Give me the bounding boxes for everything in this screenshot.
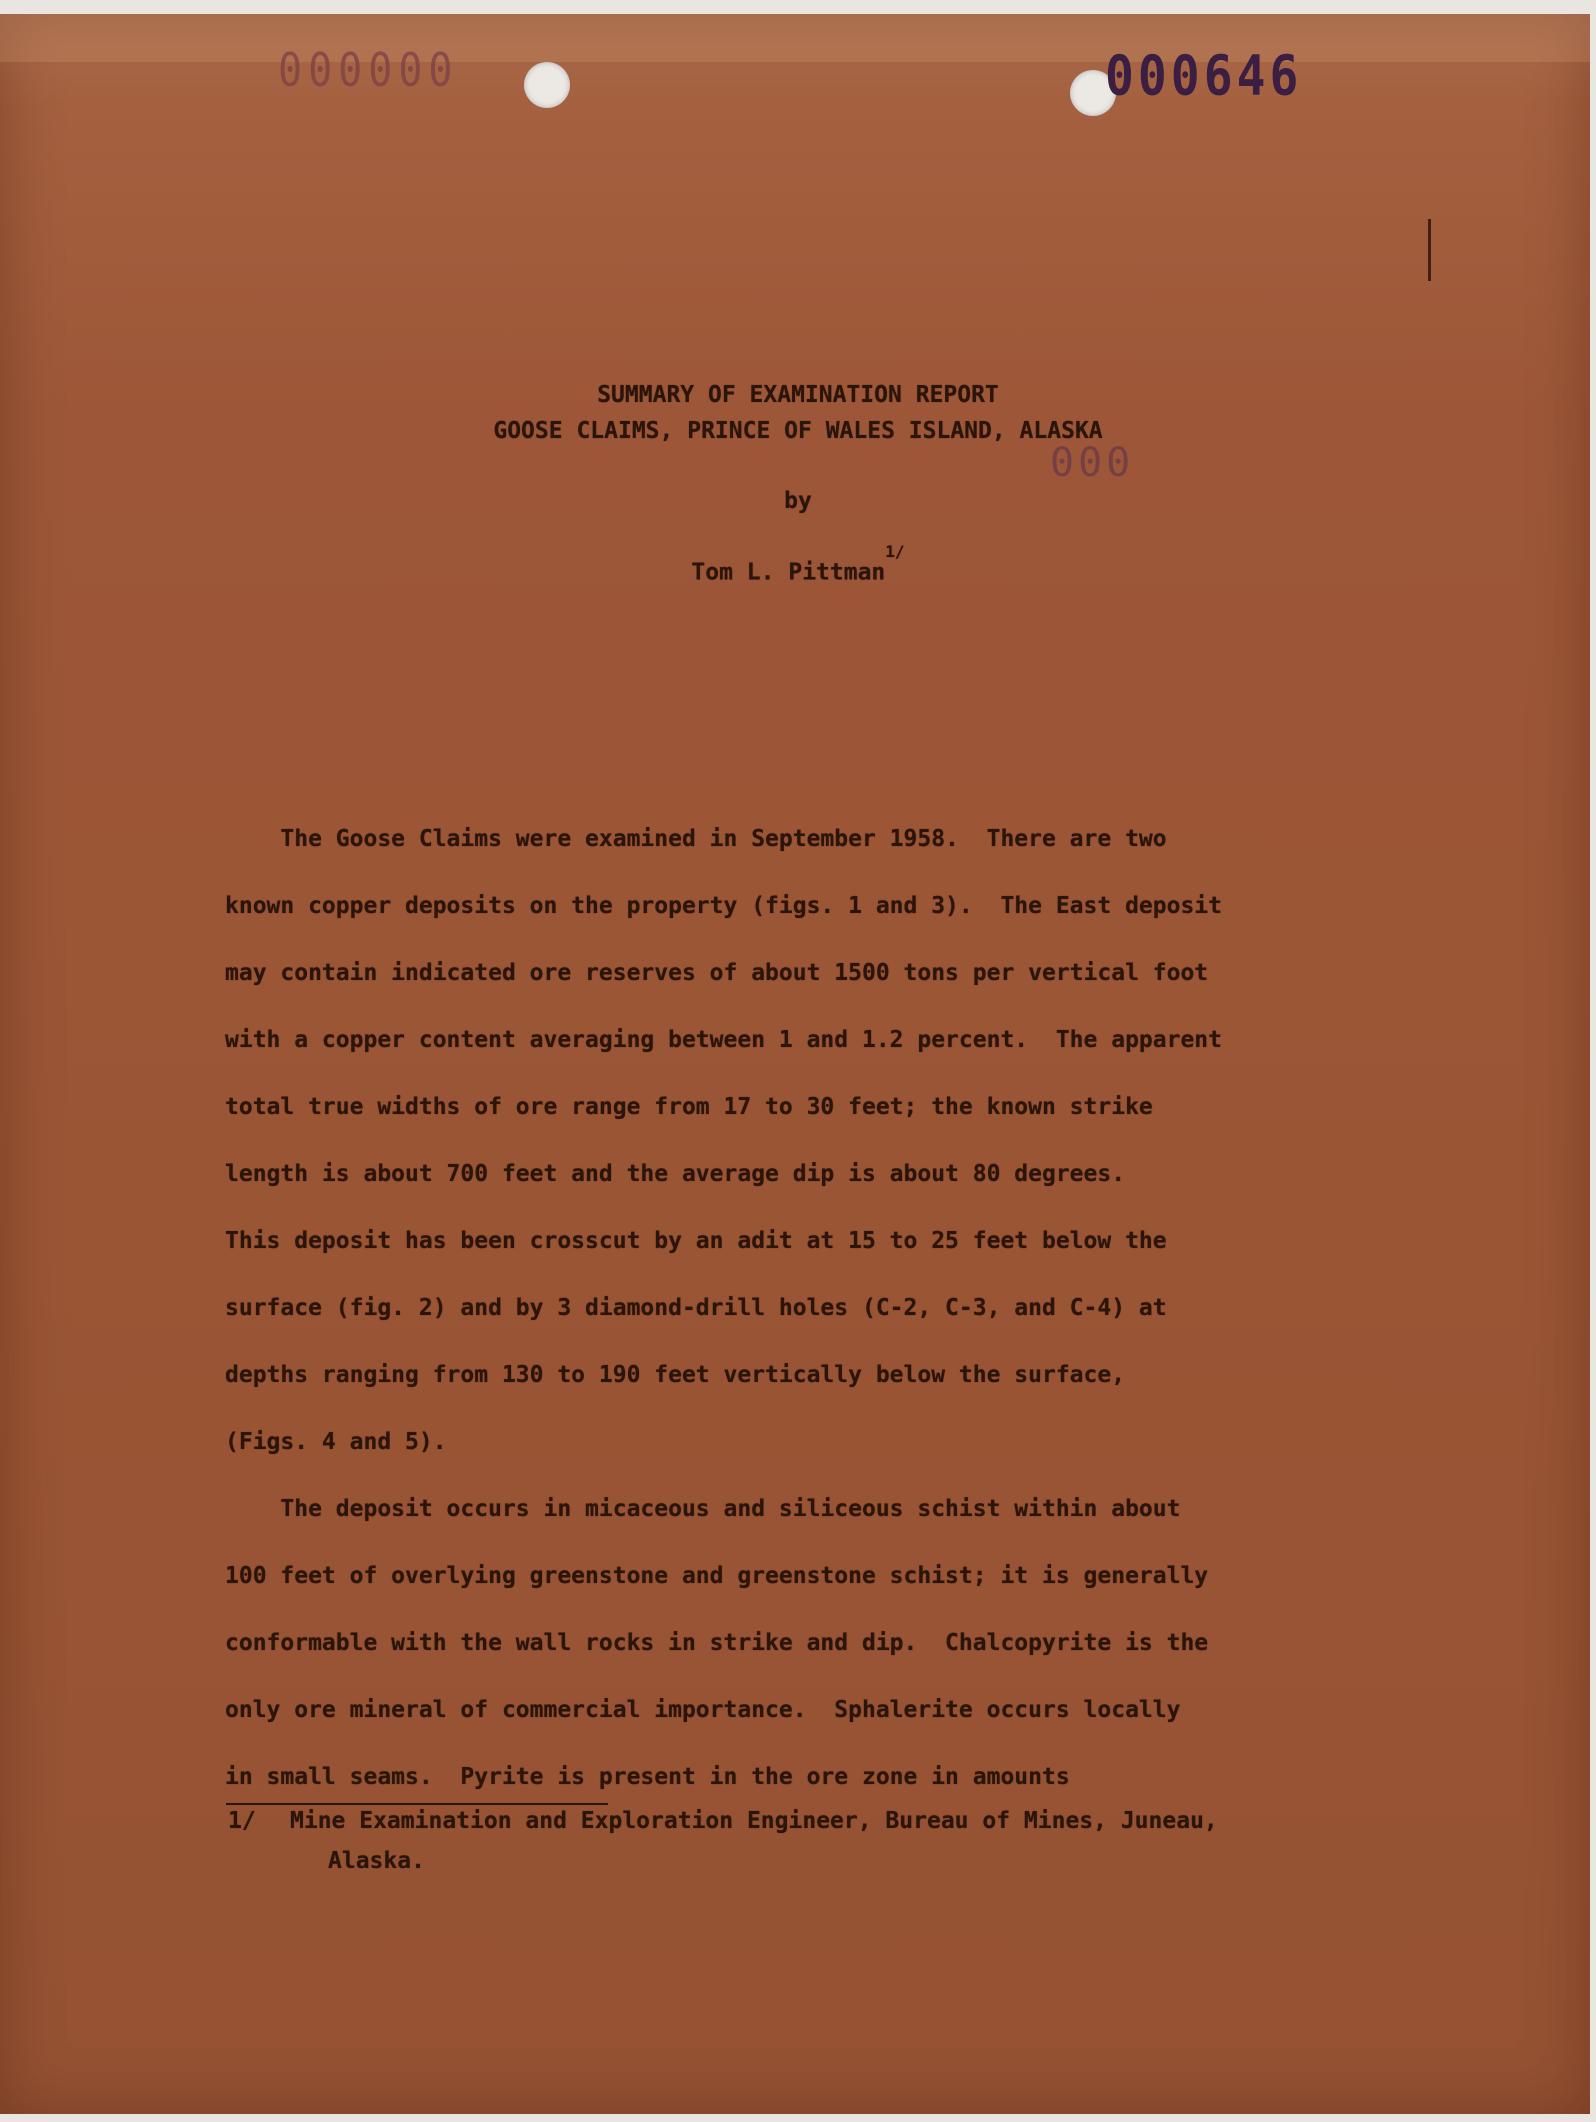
body-line: 100 feet of overlying greenstone and greenstone schist; it is generally bbox=[225, 1563, 1209, 1589]
body-line: total true widths of ore range from 17 to 30 feet; the known strike bbox=[225, 1094, 1153, 1120]
footnote-separator bbox=[226, 1803, 608, 1805]
report-title-line1: SUMMARY OF EXAMINATION REPORT bbox=[597, 382, 999, 408]
byline: by bbox=[784, 488, 812, 514]
body-line: in small seams. Pyrite is present in the ore zone in amounts bbox=[225, 1764, 1070, 1790]
body-line: known copper deposits on the property (figs. 1 and 3). The East deposit bbox=[225, 893, 1222, 919]
author-footnote-marker: 1/ bbox=[885, 542, 905, 561]
stamp-number-right: 000646 bbox=[1105, 43, 1303, 109]
top-margin-band bbox=[0, 14, 1590, 62]
stamp-number-left: 000000 bbox=[278, 44, 459, 98]
footnote-marker: 1/ bbox=[228, 1808, 256, 1834]
body-line: length is about 700 feet and the average dip is about 80 degrees. bbox=[225, 1161, 1126, 1187]
body-line: (Figs. 4 and 5). bbox=[225, 1429, 447, 1455]
author-name: Tom L. Pittman bbox=[691, 559, 886, 586]
edge-mark bbox=[1428, 219, 1431, 281]
body-line: surface (fig. 2) and by 3 diamond-drill holes (C-2, C-3, and C-4) at bbox=[225, 1295, 1167, 1321]
footnote-line2: Alaska. bbox=[328, 1848, 425, 1874]
punch-hole-left bbox=[524, 62, 570, 108]
body-line: The Goose Claims were examined in September 1958. There are two bbox=[225, 826, 1167, 852]
stamp-number-mid: 000 bbox=[1050, 440, 1135, 486]
body-line: may contain indicated ore reserves of about 1500 tons per vertical foot bbox=[225, 960, 1209, 986]
document-page bbox=[0, 14, 1590, 2114]
body-line: conformable with the wall rocks in strike and dip. Chalcopyrite is the bbox=[225, 1630, 1209, 1656]
body-line: only ore mineral of commercial importance. Sphalerite occurs locally bbox=[225, 1697, 1181, 1723]
body-line: with a copper content averaging between 1 and 1.2 percent. The apparent bbox=[225, 1027, 1222, 1053]
body-line: This deposit has been crosscut by an adit at 15 to 25 feet below the bbox=[225, 1228, 1167, 1254]
body-line: depths ranging from 130 to 190 feet vertically below the surface, bbox=[225, 1362, 1126, 1388]
report-title-line2: GOOSE CLAIMS, PRINCE OF WALES ISLAND, ALASKA bbox=[493, 418, 1103, 444]
author-line bbox=[0, 542, 1596, 586]
footnote-line1: Mine Examination and Exploration Engineer, Bureau of Mines, Juneau, bbox=[290, 1808, 1218, 1834]
body-line: The deposit occurs in micaceous and siliceous schist within about bbox=[225, 1496, 1181, 1522]
